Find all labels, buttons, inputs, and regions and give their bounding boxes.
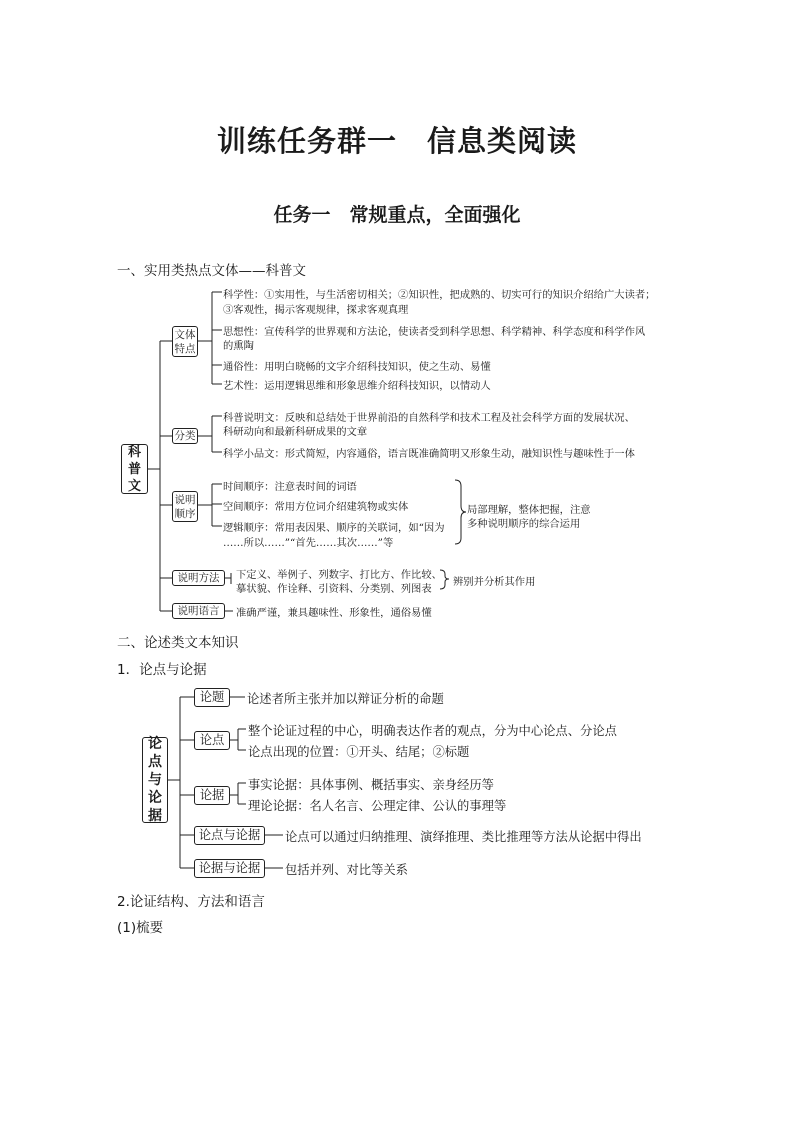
root-label: 科普文 — [127, 444, 141, 494]
branch-label-thesis-evidence: 论点与论据 — [198, 828, 261, 842]
section2-sub3: (1)梳要 — [117, 920, 164, 936]
thesis-item: 论点出现的位置：①开头、结尾；②标题 — [248, 745, 470, 759]
evidence-item: 理论论据：名人名言、公理定律、公认的事理等 — [248, 799, 507, 813]
style-item: ③客观性，揭示客观规律，探求客观真理 — [223, 304, 409, 316]
thesis-item: 整个论证过程的中心，明确表达作者的观点，分为中心论点、分论点 — [248, 724, 617, 738]
branch-box-evidence-evidence — [194, 859, 265, 878]
branch-box-evidence — [194, 786, 230, 805]
order-note: 局部理解，整体把握，注意 — [467, 504, 591, 516]
order-item: 时间顺序：注意表时间的词语 — [223, 481, 357, 493]
evidence-evidence-item: 包括并列、对比等关系 — [285, 863, 408, 877]
branch-label-topic: 论题 — [199, 690, 225, 704]
branch-label-evidence: 论据 — [199, 788, 225, 802]
section2-sub1: 1．论点与论据 — [117, 662, 207, 678]
branch-box-style — [172, 326, 198, 357]
category-item: 科普说明文：反映和总结处于世界前沿的自然科学和技术工程及社会科学方面的发展状况、 — [223, 412, 635, 424]
branch-box-category — [172, 428, 198, 444]
branch-box-method — [172, 570, 225, 586]
order-note: 多种说明顺序的综合运用 — [467, 518, 581, 530]
style-item: 科学性：①实用性，与生活密切相关；②知识性，把成熟的、切实可行的知识介绍给广大读者； — [223, 289, 656, 301]
style-item: 通俗性：用明白晓畅的文字介绍科技知识，使之生动、易懂 — [223, 361, 491, 373]
branch-label-evidence-evidence: 论据与论据 — [198, 861, 261, 875]
category-item: 科研动向和最新科研成果的文章 — [223, 426, 368, 438]
branch-box-thesis — [194, 731, 230, 750]
category-item: 科学小品文：形式简短，内容通俗，语言既准确简明又形象生动，融知识性与趣味性于一体 — [223, 448, 635, 460]
root-box-argument — [142, 737, 168, 823]
order-item: ……所以……”“首先……其次……”等 — [223, 537, 394, 549]
section1-heading: 一、实用类热点文体——科普文 — [117, 263, 306, 279]
section2-heading: 二、论述类文本知识 — [117, 635, 239, 651]
section2-sub2: 2.论证结构、方法和语言 — [117, 894, 265, 910]
branch-box-language — [172, 603, 225, 619]
branch-label-language: 说明语言 — [177, 605, 220, 617]
order-item: 空间顺序：常用方位词介绍建筑物或实体 — [223, 501, 409, 513]
page-title: 训练任务群一 信息类阅读 — [216, 124, 577, 158]
branch-box-topic — [194, 688, 230, 707]
style-item: 的熏陶 — [223, 340, 254, 352]
style-item: 艺术性：运用逻辑思维和形象思维介绍科技知识，以情动人 — [223, 380, 491, 392]
branch-label-category: 分类 — [174, 430, 196, 442]
language-item: 准确严谨，兼具趣味性、形象性，通俗易懂 — [236, 607, 432, 619]
root-box-kepuwen — [121, 444, 148, 494]
branch-box-order — [172, 491, 198, 522]
style-item: 思想性：宣传科学的世界观和方法论，使读者受到科学思想、科学精神、科学态度和科学作风 — [223, 326, 646, 338]
page-subtitle: 任务一 常规重点，全面强化 — [273, 204, 521, 226]
branch-box-thesis-evidence — [194, 826, 265, 845]
method-note: 辨别并分析其作用 — [453, 576, 536, 588]
thesis-evidence-item: 论点可以通过归纳推理、演绎推理、类比推理等方法从论据中得出 — [285, 830, 642, 844]
topic-item: 论述者所主张并加以辩证分析的命题 — [247, 692, 444, 706]
evidence-item: 事实论据：具体事例、概括事实、亲身经历等 — [248, 778, 494, 792]
branch-label-order: 说明顺序 — [174, 493, 196, 520]
order-item: 逻辑顺序：常用表因果、顺序的关联词，如“因为 — [223, 522, 445, 534]
branch-label-style: 文体特点 — [174, 328, 196, 355]
branch-label-method: 说明方法 — [177, 572, 220, 584]
root-label: 论点与论据 — [148, 736, 162, 824]
method-item: 摹状貌、作诠释、引资料、分类别、列图表 — [236, 583, 432, 595]
branch-label-thesis: 论点 — [199, 733, 225, 747]
method-item: 下定义、举例子、列数字、打比方、作比较、 — [236, 569, 442, 581]
